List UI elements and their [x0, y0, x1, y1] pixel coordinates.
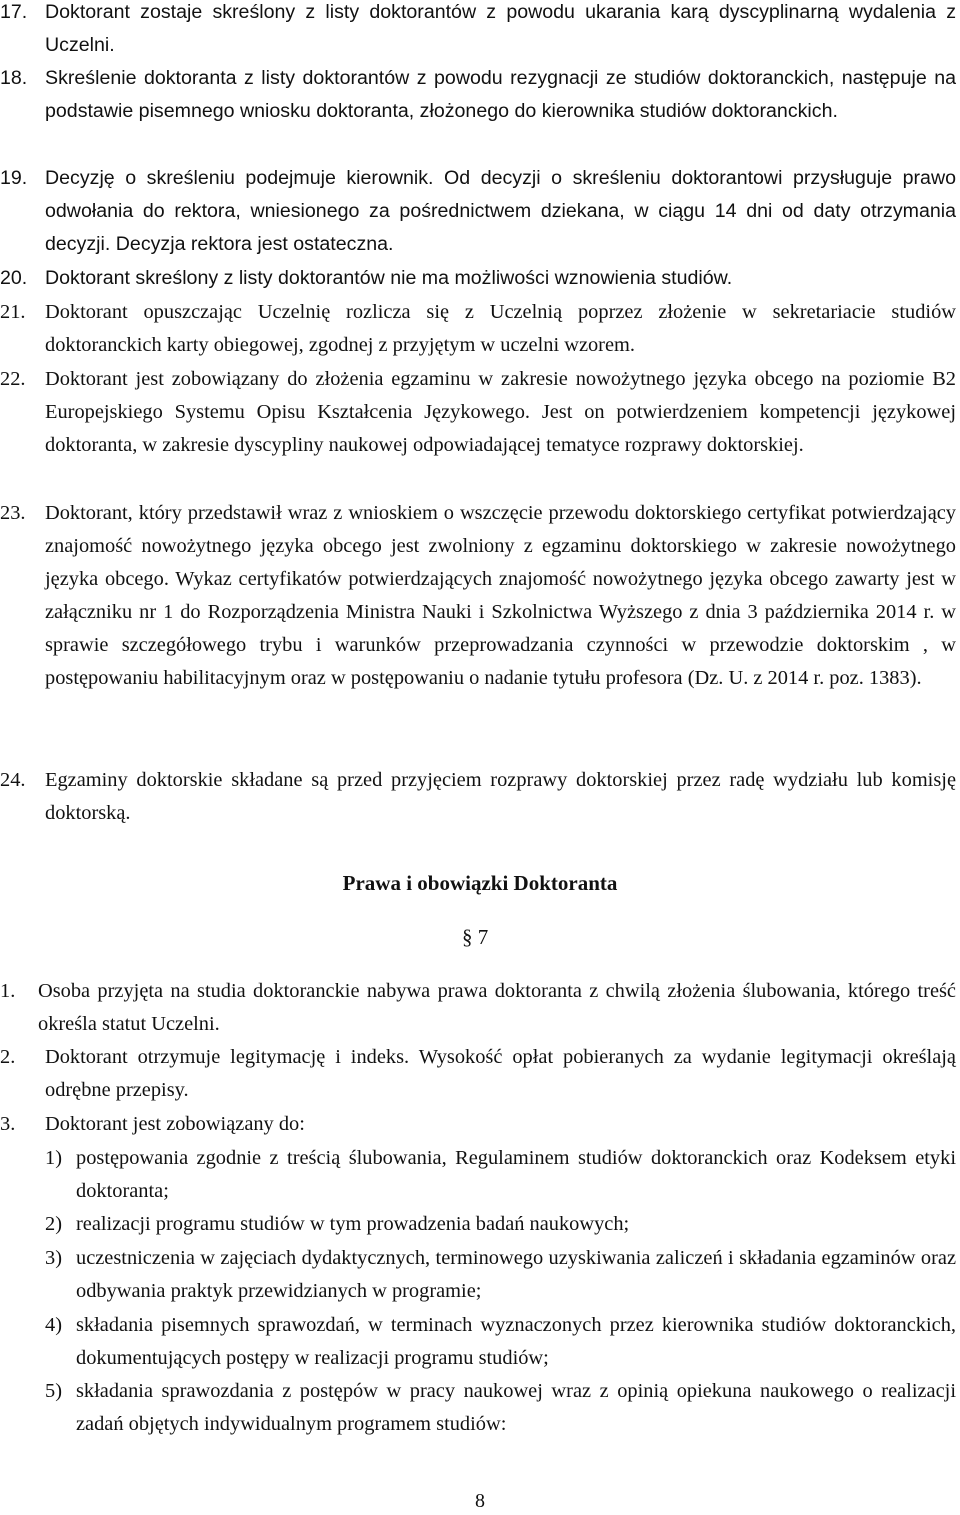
section-paragraph-3: [0, 1108, 956, 1141]
page-number: 8: [475, 1490, 485, 1512]
list-item-number: 5): [45, 1380, 62, 1402]
paragraph-text: Egzaminy doktorskie składane są przed przyjęciem rozprawy doktorskiej przez radę wydziału lub komisję doktorską.: [45, 769, 956, 824]
list-item-text: składania pisemnych sprawozdań, w terminach wyznaczonych przez kierownika studiów doktoranckich, dokumentujących postępy w realizacji programu studiów;: [76, 1314, 956, 1369]
section-number: § 7: [462, 925, 489, 949]
paragraph-number: 17.: [0, 1, 28, 23]
list-item-number: 3): [45, 1247, 62, 1269]
paragraph-21: [0, 296, 956, 362]
paragraph-text: Doktorant, który przedstawił wraz z wnioskiem o wszczęcie przewodu doktorskiego certyfikat potwierdzający znajomość nowożytnego języka obcego jest zwolniony z egzaminu doktorskiego w zakresie nowożytnego języka obcego. Wykaz certyfikatów potwierdzających znajomość nowożytnego języka obcego zawarty jest w załączniku nr 1 do Rozporządzenia Ministra Nauki i Szkolnictwa Wyższego z dnia 3 października 2014 r. w sprawie szczegółowego trybu i warunków przeprowadzania czynności w przewodzie doktorskim , w postępowaniu habilitacyjnym oraz w postępowaniu o nadanie tytułu profesora (Dz. U. z 2014 r. poz. 1383).: [45, 502, 956, 689]
paragraph-20: [0, 262, 956, 295]
list-item-text: uczestniczenia w zajęciach dydaktycznych, terminowego uzyskiwania zaliczeń i składania egzaminów oraz odbywania praktyk przewidzianych w programie;: [76, 1247, 956, 1302]
section-paragraph-2: [0, 1041, 956, 1107]
paragraph-24: [0, 764, 956, 830]
paragraph-text: Doktorant otrzymuje legitymację i indeks. Wysokość opłat pobieranych za wydanie legitymacji określają odrębne przepisy.: [45, 1046, 956, 1101]
list-item: [0, 1242, 956, 1308]
list-item: [0, 1208, 956, 1241]
paragraph-text: Doktorant zostaje skreślony z listy doktorantów z powodu ukarania karą dyscyplinarną wydalenia z Uczelni.: [45, 1, 956, 56]
paragraph-text: Doktorant skreślony z listy doktorantów nie ma możliwości wznowienia studiów.: [45, 267, 733, 289]
paragraph-text: Doktorant opuszczając Uczelnię rozlicza się z Uczelnią poprzez złożenie w sekretariacie studiów doktoranckich karty obiegowej, zgodnej z przyjętym w uczelni wzorem.: [45, 301, 956, 356]
paragraph-number: 18.: [0, 67, 28, 89]
paragraph-22: [0, 363, 956, 462]
paragraph-number: 1.: [0, 980, 16, 1002]
section-heading: Prawa i obowiązki Doktoranta: [342, 871, 618, 895]
list-item-text: postępowania zgodnie z treścią ślubowania, Regulaminem studiów doktoranckich oraz Kodeksem etyki doktoranta;: [76, 1147, 956, 1202]
paragraph-number: 23.: [0, 502, 26, 524]
paragraph-17: [0, 0, 956, 62]
list-item-number: 1): [45, 1147, 62, 1169]
paragraph-number: 22.: [0, 368, 26, 390]
list-item: [0, 1309, 956, 1375]
paragraph-text: Skreślenie doktoranta z listy doktorantów z powodu rezygnacji ze studiów doktoranckich, następuje na podstawie pisemnego wniosku doktoranta, złożonego do kierownika studiów doktoranckich.: [45, 67, 956, 122]
list-item-number: 2): [45, 1213, 62, 1235]
paragraph-number: 3.: [0, 1113, 16, 1135]
paragraph-number: 24.: [0, 769, 26, 791]
list-item: [0, 1142, 956, 1208]
list-item-text: składania sprawozdania z postępów w pracy naukowej wraz z opinią opiekuna naukowego o realizacji zadań objętych indywidualnym programem studiów:: [76, 1380, 956, 1435]
list-item-number: 4): [45, 1314, 62, 1336]
paragraph-text: Doktorant jest zobowiązany do złożenia egzaminu w zakresie nowożytnego języka obcego na poziomie B2 Europejskiego Systemu Opisu Kształcenia Językowego. Jest on potwierdzeniem kompetencji językowej doktoranta, w zakresie dyscypliny naukowej odpowiadającej tematyce rozprawy doktorskiej.: [45, 368, 956, 456]
paragraph-number: 2.: [0, 1046, 16, 1068]
list-item-text: realizacji programu studiów w tym prowadzenia badań naukowych;: [76, 1213, 630, 1235]
paragraph-text: Osoba przyjęta na studia doktoranckie nabywa prawa doktoranta z chwilą złożenia ślubowania, którego treść określa statut Uczelni.: [38, 980, 956, 1035]
paragraph-number: 20.: [0, 267, 28, 289]
paragraph-text: Doktorant jest zobowiązany do:: [45, 1113, 305, 1135]
paragraph-18: [0, 62, 956, 128]
paragraph-text: Decyzję o skreśleniu podejmuje kierownik. Od decyzji o skreśleniu doktorantowi przysługuje prawo odwołania do rektora, wniesionego za pośrednictwem dziekana, w ciągu 14 dni od daty otrzymania decyzji. Decyzja rektora jest ostateczna.: [45, 167, 956, 255]
paragraph-number: 21.: [0, 301, 26, 323]
section-paragraph-1: [0, 975, 956, 1041]
paragraph-number: 19.: [0, 167, 28, 189]
list-item: [0, 1375, 956, 1441]
paragraph-23: [0, 497, 956, 695]
paragraph-19: [0, 162, 956, 261]
